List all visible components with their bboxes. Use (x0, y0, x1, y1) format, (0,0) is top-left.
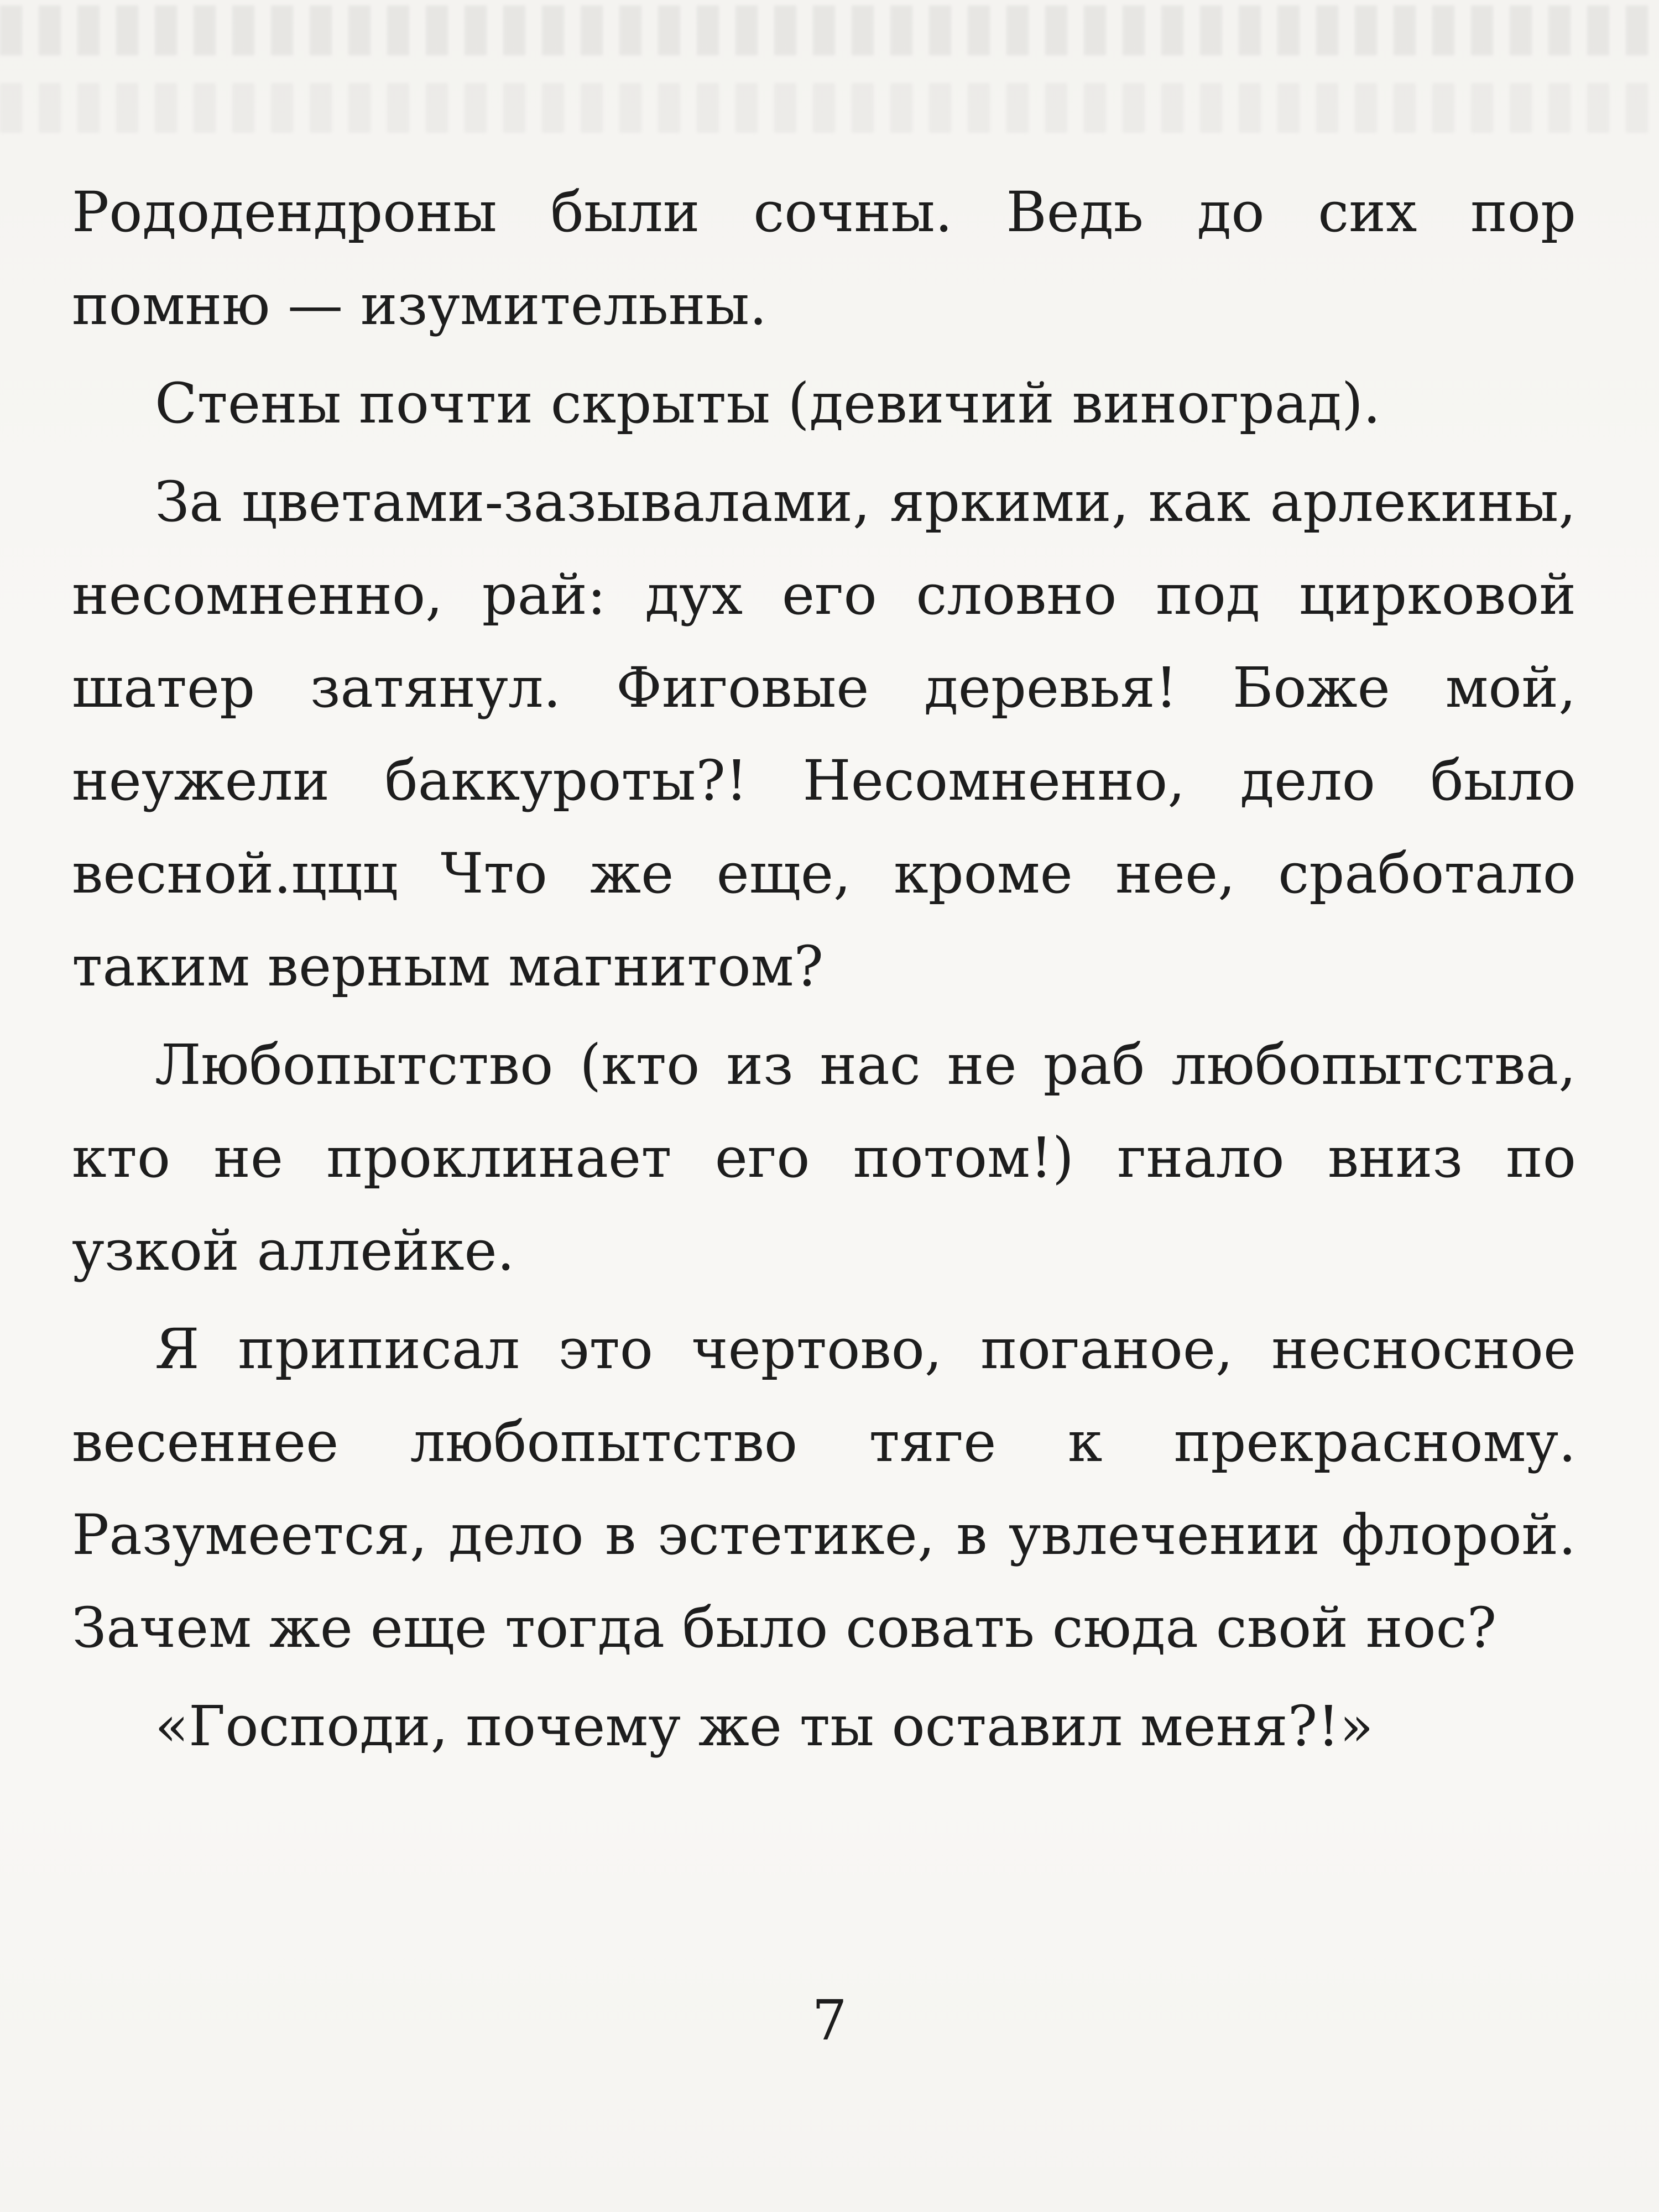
paragraph: Рододендроны были сочны. Ведь до сих пор помню — изумительны. (72, 180, 1576, 337)
bleed-through-shadow (0, 83, 1659, 133)
paragraph: «Господи, почему же ты оставил меня?!» (155, 1694, 1374, 1759)
paragraph: Стены почти скрыты (девичий виноград). (155, 371, 1381, 436)
paragraph: За цветами-зазывалами, яркими, как арлекины, несомненно, рай: дух его словно под цирковой шатер затянул. Фиговые деревья! Боже мой, неужели баккуроты?! Несомненно, дело было весной.ццц Что же еще, кроме нее, сработало таким верным магнитом? (72, 469, 1576, 999)
paragraph: Я приписал это чертово, поганое, несносное весеннее любопытство тяге к прекрасному. Разумеется, дело в эстетике, в увлечении флорой. Зачем же еще тогда было совать сюда свой нос? (72, 1317, 1576, 1660)
bleed-through-shadow (0, 6, 1659, 55)
paragraph: Любопытство (кто из нас не раб любопытства, кто не проклинает его потом!) гнало вниз по узкой аллейке. (72, 1032, 1576, 1283)
page-number: 7 (812, 1988, 847, 2053)
page-text (72, 166, 1576, 1778)
